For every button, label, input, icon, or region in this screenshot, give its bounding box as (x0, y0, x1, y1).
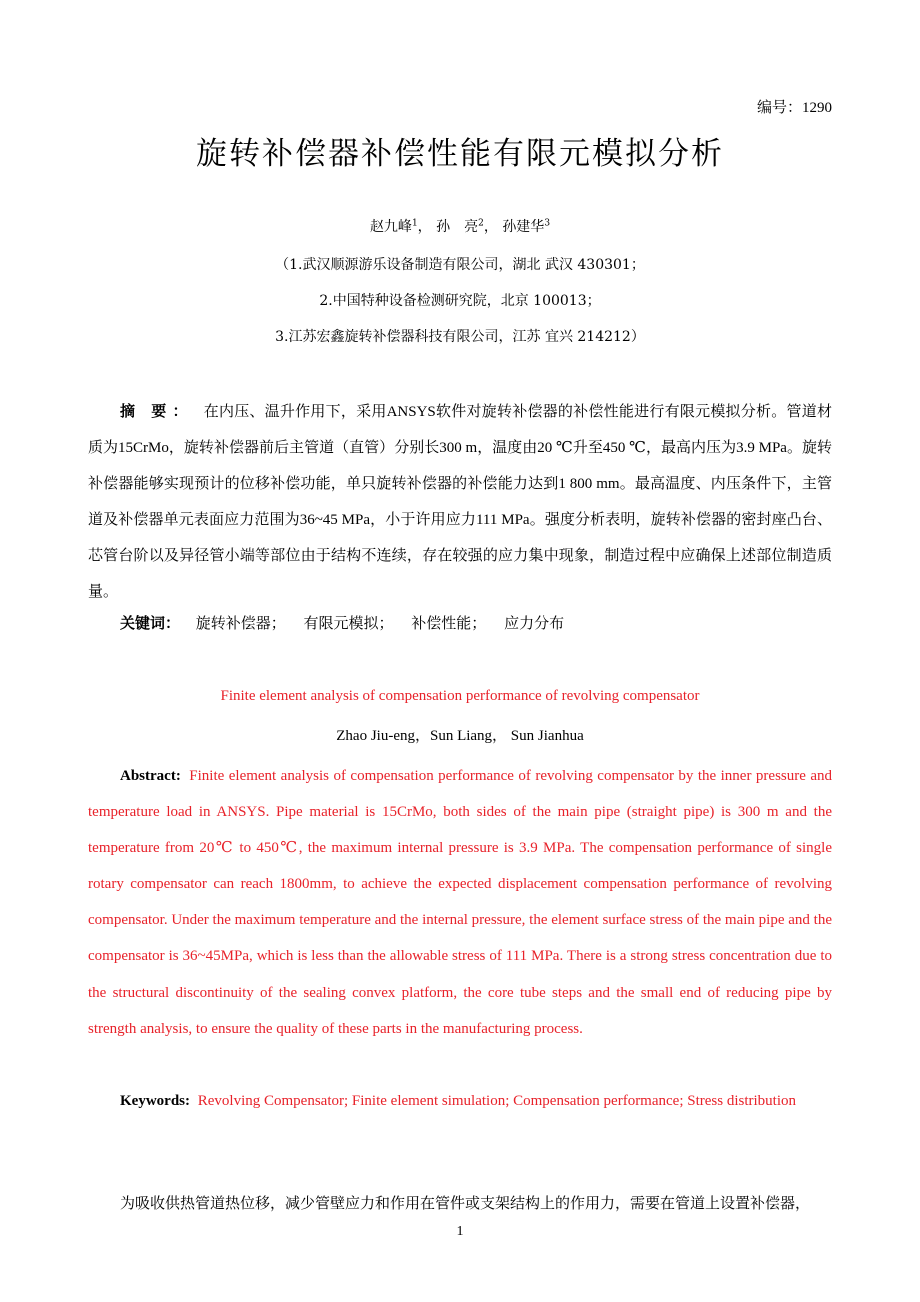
keyword-item: 应力分布 (504, 616, 565, 632)
abstract-label: Abstract: (120, 768, 181, 784)
keywords-label: 关键词： (120, 616, 181, 632)
keywords-chinese (120, 612, 578, 633)
keyword-item: 补偿性能； (411, 616, 487, 632)
author-affiliation-mark: 1 (411, 218, 418, 229)
author-affiliation-mark: 3 (544, 218, 551, 229)
keywords-label: Keywords: (120, 1093, 190, 1109)
author-name: 孙建华 (502, 219, 545, 235)
author-name: 孙 亮 (436, 219, 479, 235)
body-paragraph: 为吸收供热管道热位移，减少管壁应力和作用在管件或支架结构上的作用力，需要在管道上设置补偿器， (120, 1196, 811, 1212)
english-title: Finite element analysis of compensation performance of revolving compensator (220, 688, 700, 704)
author-separator: ， (483, 219, 498, 235)
affiliation: （1.武汉顺源游乐设备制造有限公司，湖北 武汉 430301； (275, 257, 645, 273)
keywords-english (88, 1083, 832, 1119)
abstract-english (88, 758, 832, 1047)
keyword-item: 有限元模拟； (303, 616, 394, 632)
english-authors: Zhao Jiu-eng，Sun Liang， Sun Jianhua (336, 728, 584, 744)
abstract-chinese (88, 394, 832, 610)
abstract-text: Finite element analysis of compensation performance of revolving compensator by the inner pressure and temperature load in ANSYS. Pipe material is 15CrMo, both sides of the main pipe (straight pipe) is 300 m and the temperature from 20℃ to 450℃, the maximum internal pressure is 3.9 MPa. The compensation performance of single rotary compensator can reach 1800mm, to achieve the expected displacement compensation performance of revolving compensator. Under the maximum temperature and the internal pressure, the element surface stress of the main pipe and the compensator is 36~45MPa, which is less than the allowable stress of 111 MPa. There is a strong stress concentration due to the structural discontinuity of the sealing convex platform, the core tube steps and the small end of reducing pipe by strength analysis, to ensure the quality of these parts in the manufacturing process. (88, 768, 833, 1037)
author-affiliation-mark: 2 (478, 218, 484, 229)
paper-title: 旋转补偿器补偿性能有限元模拟分析 (196, 136, 724, 172)
author-line (0, 216, 920, 236)
abstract-label: 摘 要： (120, 404, 194, 420)
keywords-text: Revolving Compensator; Finite element simulation; Compensation performance; Stress distribution (197, 1093, 796, 1109)
author-separator: ， (417, 219, 432, 235)
author-name: 赵九峰 (369, 219, 412, 235)
affiliation: 2.中国特种设备检测研究院，北京 100013； (319, 293, 601, 309)
abstract-text: 在内压、温升作用下，采用ANSYS软件对旋转补偿器的补偿性能进行有限元模拟分析。管道材质为15CrMo，旋转补偿器前后主管道（直管）分别长300 m，温度由20 ℃升至450 ℃，最高内压为3.9 MPa。旋转补偿器能够实现预计的位移补偿功能，单只旋转补偿器的补偿能力达到1 800 mm。最高温度、内压条件下，主管道及补偿器单元表面应力范围为36~45 MPa，小于许用应力111 MPa。强度分析表明，旋转补偿器的密封座凸台、芯管台阶以及异径管小端等部位由于结构不连续，存在较强的应力集中现象，制造过程中应确保上述部位制造质量。 (88, 404, 832, 600)
affiliation: 3.江苏宏鑫旋转补偿器科技有限公司，江苏 宜兴 214212） (275, 329, 645, 345)
serial-number: 编号：1290 (756, 100, 832, 116)
page-number: 1 (456, 1224, 464, 1239)
keyword-item: 旋转补偿器； (195, 616, 286, 632)
